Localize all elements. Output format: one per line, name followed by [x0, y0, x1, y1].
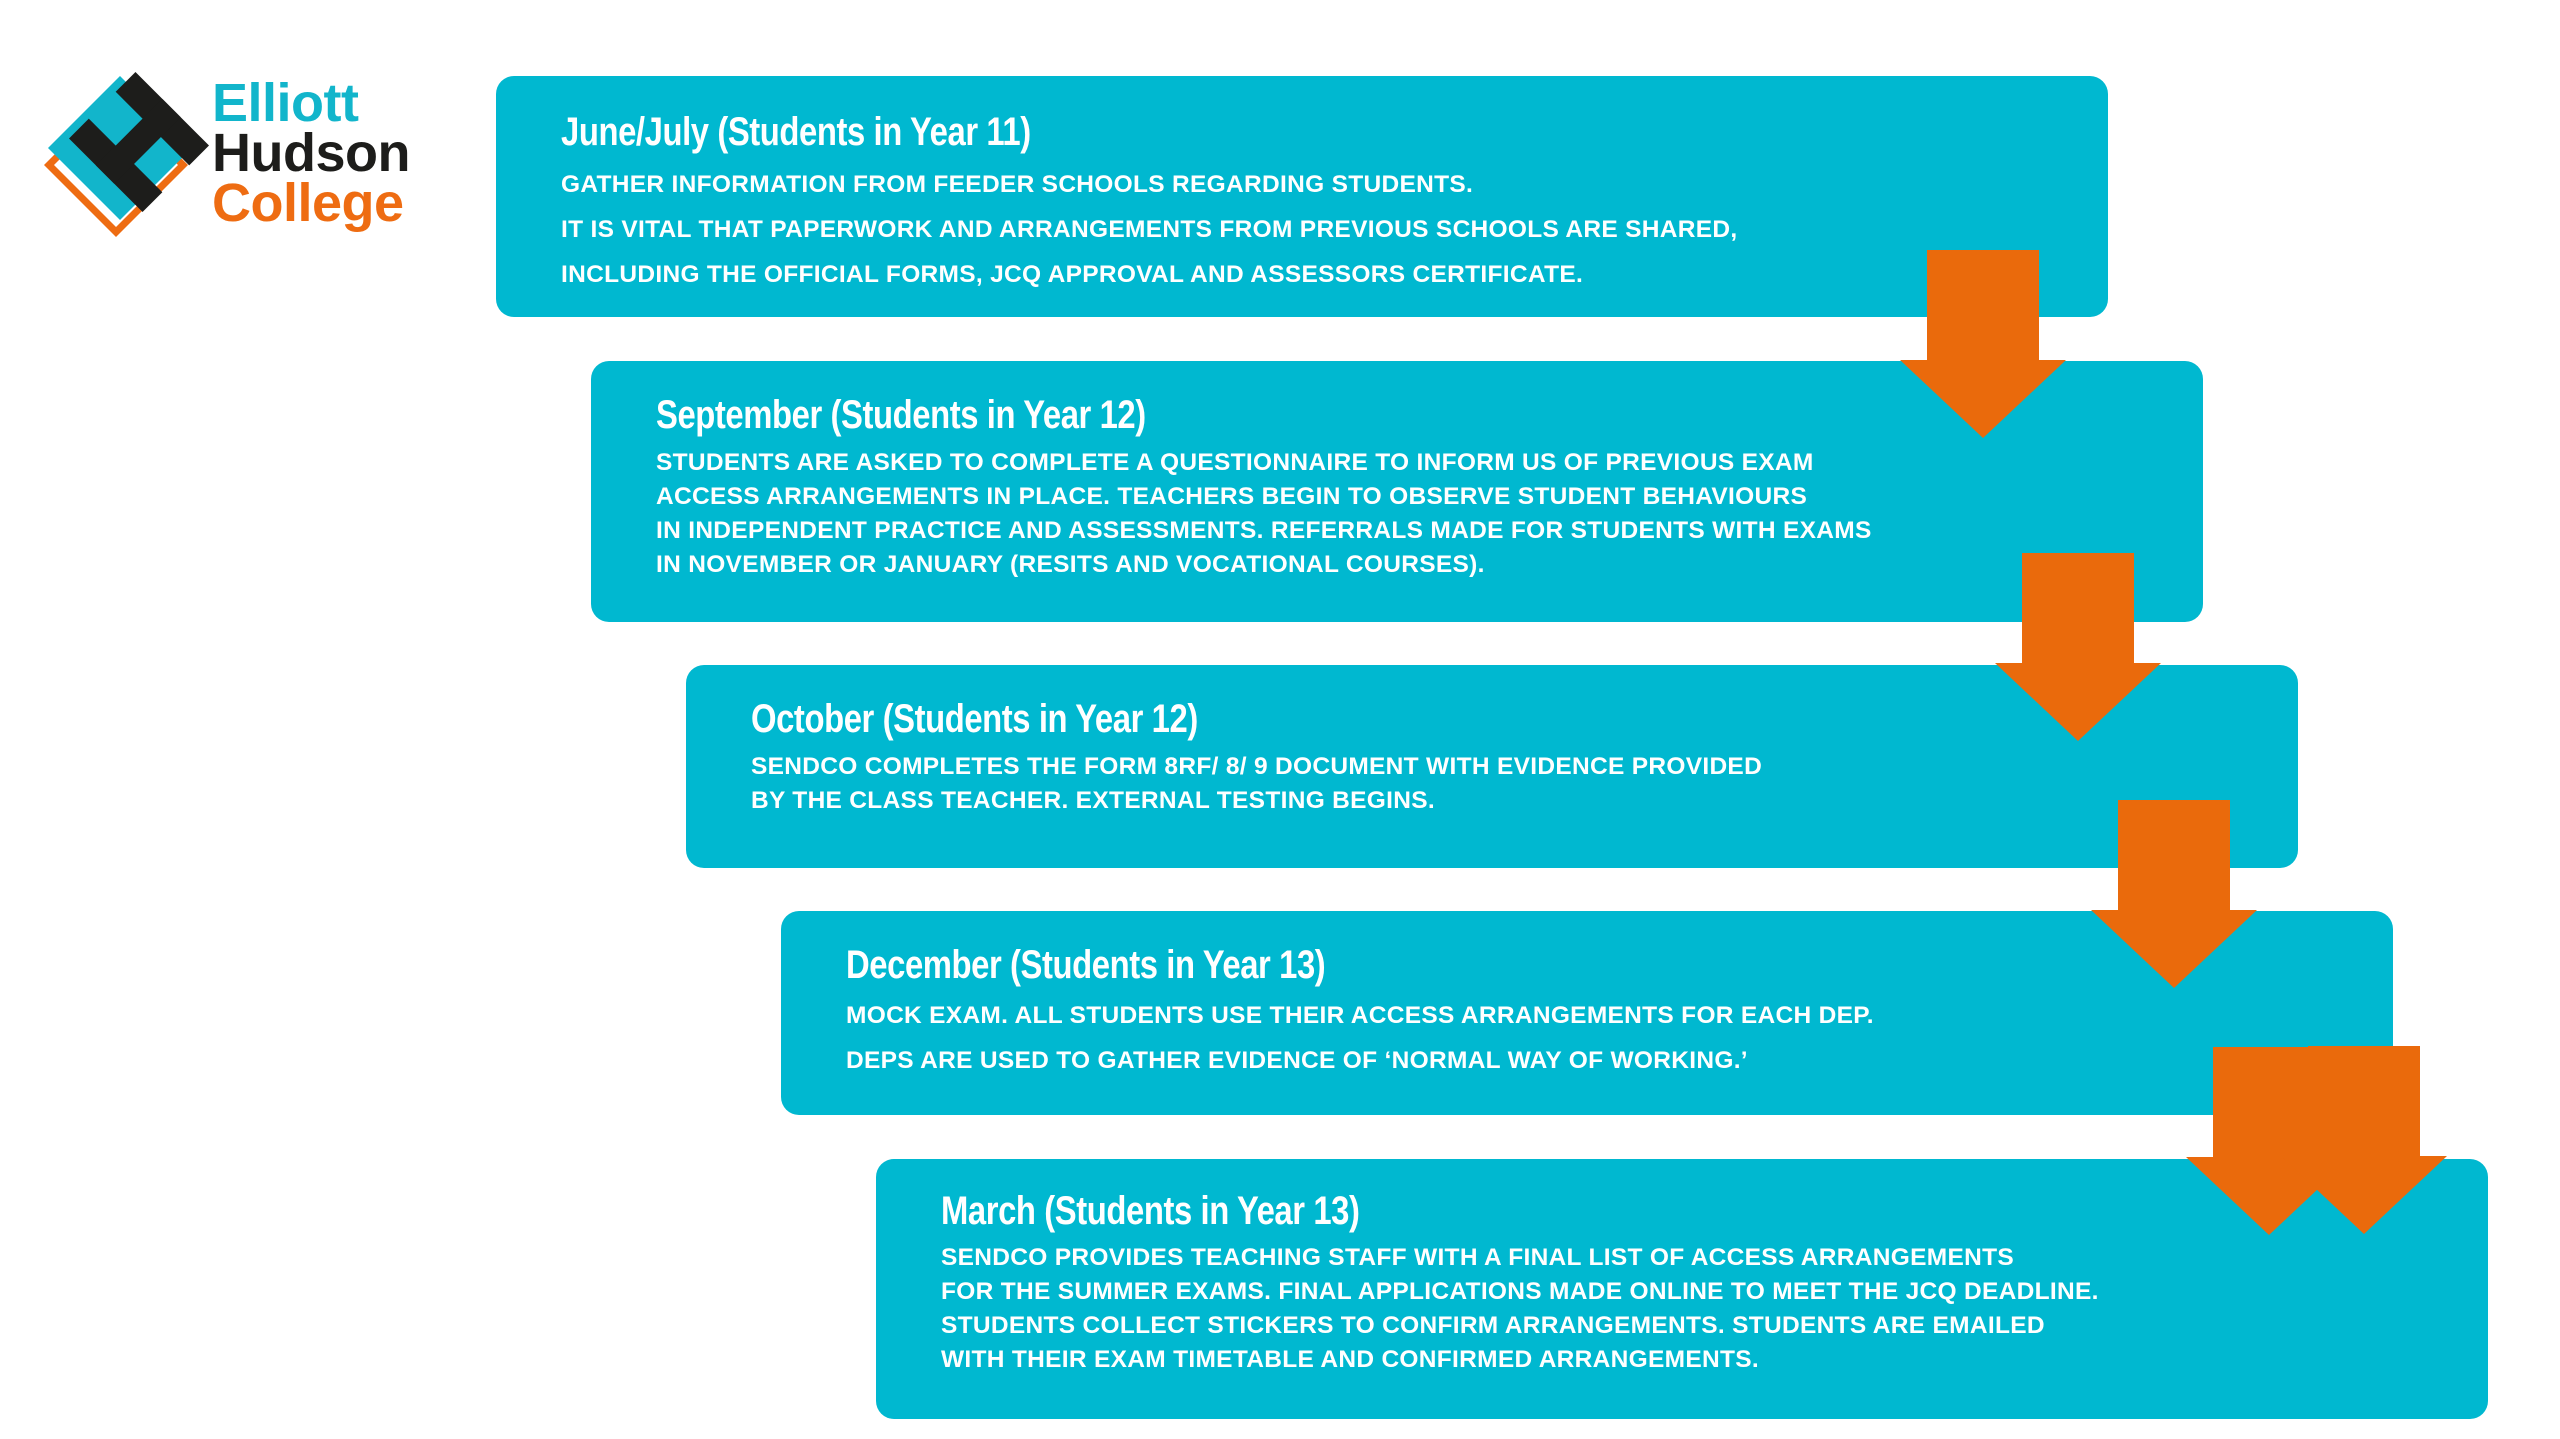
logo-line-2: Hudson [212, 123, 410, 183]
step-text-line: IN INDEPENDENT PRACTICE AND ASSESSMENTS. REFERRALS MADE FOR STUDENTS WITH EXAMS [656, 517, 1872, 544]
step-text-line: INCLUDING THE OFFICIAL FORMS, JCQ APPROVAL AND ASSESSORS CERTIFICATE. [561, 261, 1584, 288]
logo-line-1: Elliott [212, 73, 359, 133]
step-text-line: FOR THE SUMMER EXAMS. FINAL APPLICATIONS MADE ONLINE TO MEET THE JCQ DEADLINE. [941, 1278, 2099, 1305]
step-description [751, 750, 2298, 818]
step-text-line: SENDCO COMPLETES THE FORM 8RF/ 8/ 9 DOCUMENT WITH EVIDENCE PROVIDED [751, 753, 1763, 780]
step-text-line: GATHER INFORMATION FROM FEEDER SCHOOLS REGARDING STUDENTS. [561, 171, 1474, 198]
down-arrow-icon [1898, 250, 2068, 440]
step-description [561, 162, 2108, 297]
logo-wordmark [212, 73, 410, 233]
logo-mark-icon [44, 70, 214, 240]
step-text-line: SENDCO PROVIDES TEACHING STAFF WITH A FINAL LIST OF ACCESS ARRANGEMENTS [941, 1244, 2015, 1271]
step-text-line: BY THE CLASS TEACHER. EXTERNAL TESTING BEGINS. [751, 787, 1435, 814]
step-description [846, 993, 2393, 1083]
step-text-line: STUDENTS ARE ASKED TO COMPLETE A QUESTIONNAIRE TO INFORM US OF PREVIOUS EXAM [656, 449, 1814, 476]
college-logo [44, 70, 444, 250]
step-text-line: STUDENTS COLLECT STICKERS TO CONFIRM ARRANGEMENTS. STUDENTS ARE EMAILED [941, 1312, 2045, 1339]
step-text-line: ACCESS ARRANGEMENTS IN PLACE. TEACHERS BEGIN TO OBSERVE STUDENT BEHAVIOURS [656, 483, 1808, 510]
down-arrow-icon [2089, 800, 2259, 990]
step-description [656, 446, 2203, 582]
step-title: December (Students in Year 13) [846, 943, 1326, 987]
step-title: March (Students in Year 13) [941, 1189, 1360, 1233]
step-title: September (Students in Year 12) [656, 393, 1146, 437]
step-box-june-july [496, 76, 2108, 317]
step-title: October (Students in Year 12) [751, 697, 1198, 741]
step-text-line: MOCK EXAM. ALL STUDENTS USE THEIR ACCESS ARRANGEMENTS FOR EACH DEP. [846, 1002, 1874, 1029]
down-arrow-icon [1993, 553, 2163, 743]
step-title: June/July (Students in Year 11) [561, 110, 1031, 154]
step-description [941, 1241, 2488, 1377]
logo-line-3: College [212, 173, 404, 233]
step-text-line: WITH THEIR EXAM TIMETABLE AND CONFIRMED ARRANGEMENTS. [941, 1346, 1760, 1373]
step-text-line: IN NOVEMBER OR JANUARY (RESITS AND VOCATIONAL COURSES). [656, 551, 1485, 578]
down-arrow-icon [2279, 1046, 2449, 1236]
step-text-line: IT IS VITAL THAT PAPERWORK AND ARRANGEMENTS FROM PREVIOUS SCHOOLS ARE SHARED, [561, 216, 1738, 243]
step-text-line: DEPS ARE USED TO GATHER EVIDENCE OF ‘NORMAL WAY OF WORKING.’ [846, 1047, 1748, 1074]
